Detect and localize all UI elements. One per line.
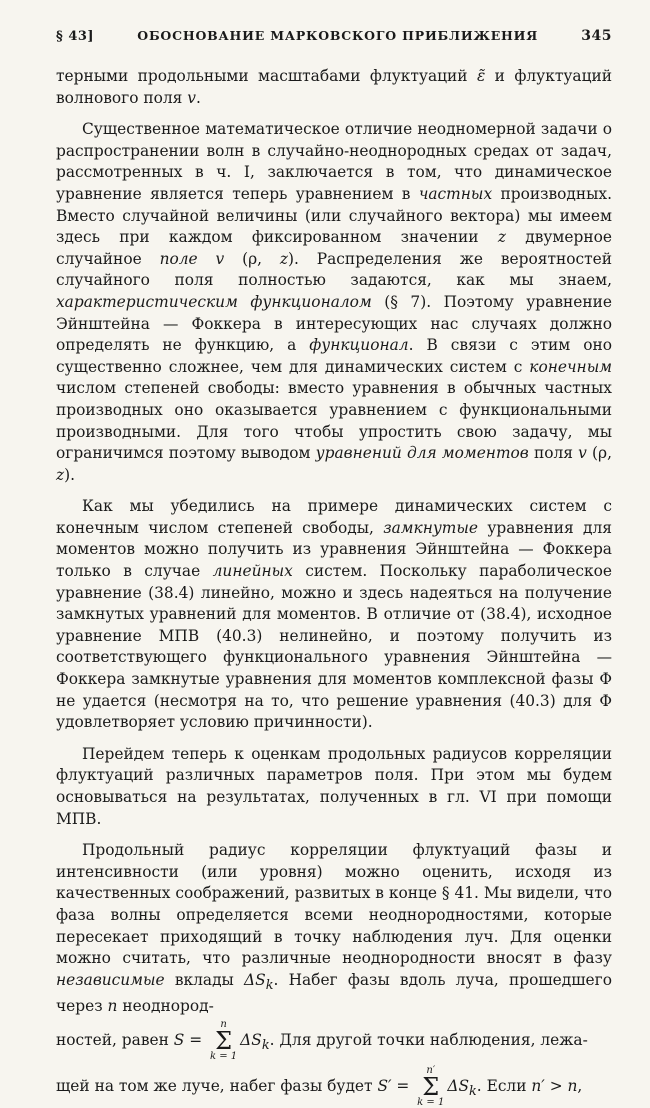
page-number: 345: [581, 28, 612, 44]
formula-line-sum-n-prime: щей на том же луче, набег фазы будет S′ = n′ Σ k = 1 $\Delta S_k$. Если n′ > n,: [56, 1065, 583, 1108]
formula-line-sum-n: ностей, равен S = n Σ k = 1 $\Delta S_k$. Для другой точки наблюдения, лежа-: [56, 1019, 588, 1063]
running-title: ОБОСНОВАНИЕ МАРКОВСКОГО ПРИБЛИЖЕНИЯ: [137, 28, 539, 43]
running-header: [56, 28, 612, 44]
sum-symbol: n′ Σ k = 1: [417, 1065, 445, 1108]
section-marker: § 43]: [56, 29, 95, 44]
paragraph-4: Продольный радиус корреляции флуктуаций фазы и интенсивности (или уровня) можно оценить, исходя из качественных соображений, развитых в конце § 41. Мы видели, что фаза волны определяется всеми неоднородностями, которые пересекает приходящий в точку наблюдения луч. Для оценки можно считать, что различные неоднородности вносят в фазу независимые вклады $\Delta S_k$. Набег фазы вдоль луча, прошедшего через n неоднород-: [56, 841, 613, 1016]
paragraph-1: Существенное математическое отличие неодномерной задачи о распространении волн в случайно-неоднородных средах от задач, рассмотренных в ч. I, заключается в том, что динамическое уравнение является теперь уравнением в частных производных. Вместо случайной величины (или случайного вектора) мы имеем здесь при каждом фиксированном значении z двумерное случайное поле v (ρ, z). Распределения же вероятностей случайного поля полностью задаются, как мы знаем, характеристическим функционалом (§ 7). Поэтому уравнение Эйнштейна — Фоккера в интересующих нас случаях должно определять не функцию, а функционал. В связи с этим оно существенно сложнее, чем для динамических систем с конечным числом степеней свободы: вместо уравнения в обычных частных производных оно оказывается уравнением с функциональными производными. Для того чтобы упростить свою задачу, мы ограничимся поэтому выводом уравнений для моментов поля v (ρ, z).: [56, 120, 612, 484]
paragraph-2: Как мы убедились на примере динамических систем с конечным числом степеней свободы, замкнутые уравнения для моментов можно получить из уравнения Эйнштейна — Фоккера только в случае линейных систем. Поскольку параболическое уравнение (38.4) линейно, можно и здесь надеяться на получение замкнутых уравнений для моментов. В отличие от (38.4), исходное уравнение МПВ (40.3) нелинейно, и поэтому получить из соответствующего функционального уравнения Эйнштейна — Фоккера замкнутые уравнения для моментов комплексной фазы Φ не удается (несмотря на то, что решение уравнения (40.3) для Φ удовлетворяет условию причинности).: [56, 497, 613, 732]
paragraph-continuation: терными продольными масштабами флуктуаций ε̃ и флуктуаций волнового поля v.: [56, 67, 612, 107]
paragraph-3: Перейдем теперь к оценкам продольных радиусов корреляции флуктуаций различных параметров поля. При этом мы будем основываться на результатах, полученных в гл. VI при помощи МПВ.: [56, 744, 612, 828]
sum-symbol: n Σ k = 1: [210, 1019, 238, 1063]
